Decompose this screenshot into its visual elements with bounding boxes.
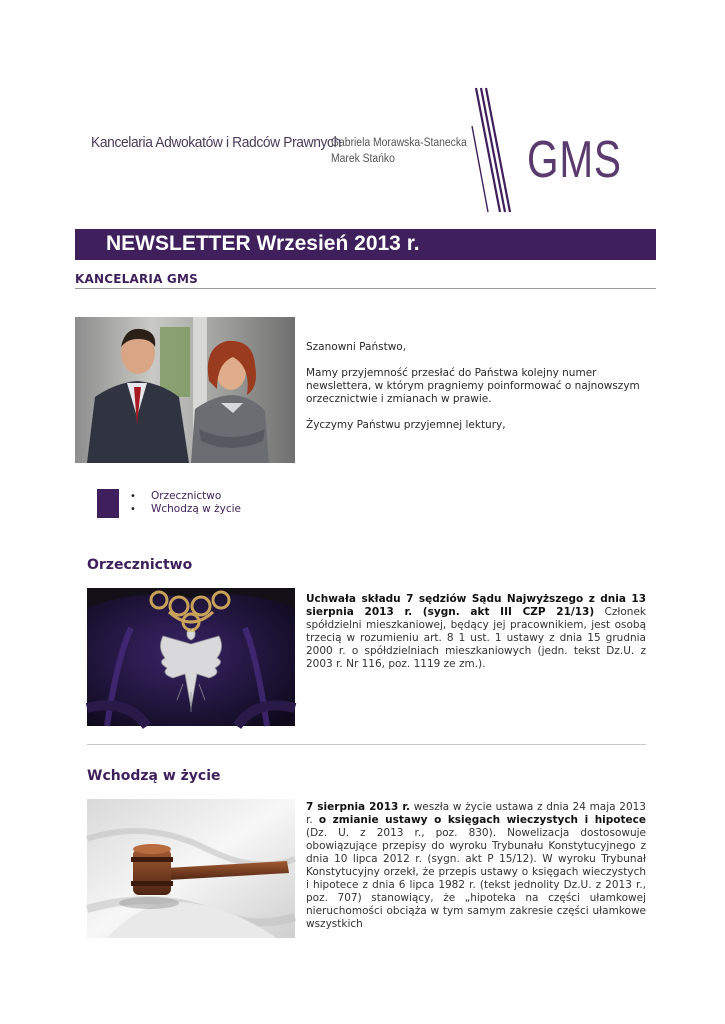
court-chain-eagle-photo xyxy=(87,588,295,726)
section-heading: KANCELARIA GMS xyxy=(75,272,198,286)
ruling-text: Członek spółdzielni mieszkaniowej, będący jej pracownikiem, jest osobą trzecią w rozumieniu art. 8 1 ust. 1 ustawy z dnia 15 grudnia 2000 r. o spółdzielniach mieszkaniowych (jedn. tekst Dz.U. z 2003 r. Nr 116, poz. 1119 ze zm.). xyxy=(306,606,646,670)
wchodza-article xyxy=(306,801,646,930)
orzecznictwo-heading: Orzecznictwo xyxy=(87,557,193,573)
partner-name-1: Gabriela Morawska-Stanecka xyxy=(331,137,467,149)
partners-photo xyxy=(75,317,295,463)
intro-greeting: Szanowni Państwo, xyxy=(306,341,407,353)
section-divider xyxy=(87,744,646,745)
firm-name: Kancelaria Adwokatów i Radców Prawnych xyxy=(91,134,341,151)
newsletter-title: NEWSLETTER Wrzesień 2013 r. xyxy=(106,232,420,255)
gms-logo: GMS xyxy=(527,131,622,189)
orzecznictwo-article xyxy=(306,593,646,671)
logo-stripes xyxy=(470,86,515,214)
law-body-text: (Dz. U. z 2013 r., poz. 830). Nowelizacja dostosowuje obowiązujące przepisy do wyroku Trybunału Konstytucyjnego z dnia 10 lipca 2012 r. (sygn. akt P 15/12). W wyroku Trybunał Konstytucyjny orzekł, że przepis ustawy o księgach wieczystych i hipotece z dnia 6 lipca 1982 r. (tekst jednolity Dz.U. z 2013 r., poz. 707) stanowiący, że „hipoteka na części ułamkowej nieruchomości obciąża w tym samym zakresie części ułamkowe wszystkich xyxy=(306,827,646,930)
partner-name-2: Marek Stańko xyxy=(331,153,395,165)
gavel-photo xyxy=(87,799,295,938)
table-of-contents xyxy=(130,490,241,516)
ruling-title: Uchwała składu 7 sędziów Sądu Najwyższego z dnia 13 sierpnia 2013 r. (sygn. akt III CZP 21/13) xyxy=(306,593,646,618)
wchodza-heading: Wchodzą w życie xyxy=(87,768,221,784)
divider xyxy=(75,288,656,289)
intro-letter xyxy=(306,341,651,445)
intro-closing: Życzymy Państwu przyjemnej lektury, xyxy=(306,419,506,431)
toc-link-orzecznictwo[interactable]: • Orzecznictwo xyxy=(130,490,241,503)
effective-date: 7 sierpnia 2013 r. xyxy=(306,801,411,813)
toc-marker xyxy=(97,489,119,518)
law-intro-text: weszła w życie ustawa z dnia 24 maja 2013 r. xyxy=(306,801,646,826)
law-title: o zmianie ustawy o księgach wieczystych i hipotece xyxy=(318,814,646,826)
intro-body: Mamy przyjemność przesłać do Państwa kolejny numer newslettera, w którym pragniemy poinformować o najnowszym orzecznictwie i zmianach w prawie. xyxy=(306,367,640,405)
toc-link-wchodza-w-zycie[interactable]: • Wchodzą w życie xyxy=(130,503,241,516)
